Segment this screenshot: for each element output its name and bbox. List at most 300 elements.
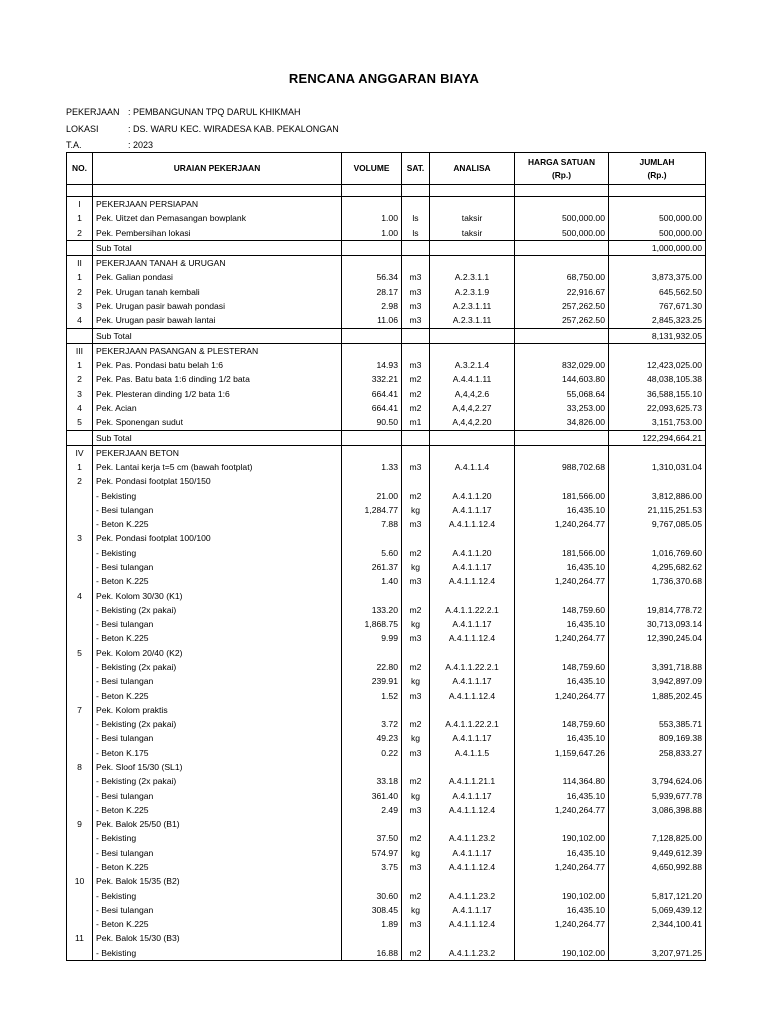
cell-jumlah: 19,814,778.72 [609, 603, 706, 617]
cell-uraian: Pek. Pas. Batu bata 1:6 dinding 1/2 bata [93, 372, 342, 386]
cell-no: 4 [67, 401, 93, 415]
cell-harga: 33,253.00 [515, 401, 609, 415]
table-row [67, 931, 706, 945]
cell-sat [402, 474, 430, 488]
table-row [67, 503, 706, 517]
cell-harga: 1,159,647.26 [515, 746, 609, 760]
cell-harga: 988,702.68 [515, 460, 609, 474]
cell-uraian: Pek. Lantai kerja t=5 cm (bawah footplat) [93, 460, 342, 474]
cell-harga: 500,000.00 [515, 226, 609, 241]
cell-harga: 144,603.80 [515, 372, 609, 386]
cell-analisa [430, 589, 515, 603]
table-row [67, 531, 706, 545]
cell-analisa [430, 703, 515, 717]
col-header-jumlah-unit: (Rp.) [647, 169, 667, 180]
cell-volume: 14.93 [342, 358, 402, 372]
cell-uraian: - Bekisting [93, 546, 342, 560]
cell-harga: 1,240,264.77 [515, 917, 609, 931]
cell-analisa: A.4.1.1.20 [430, 546, 515, 560]
cell-harga: 148,759.60 [515, 603, 609, 617]
cell-volume [342, 589, 402, 603]
cell-no [67, 717, 93, 731]
table-row [67, 517, 706, 531]
cell-no [67, 774, 93, 788]
year-value: : 2023 [128, 140, 154, 150]
cell-no: II [67, 256, 93, 271]
cell-analisa [430, 445, 515, 460]
cell-analisa [430, 256, 515, 271]
cell-jumlah: 3,086,398.88 [609, 803, 706, 817]
table-row [67, 226, 706, 241]
cell-volume [342, 646, 402, 660]
cell-uraian: - Besi tulangan [93, 503, 342, 517]
cell-volume: 1,284.77 [342, 503, 402, 517]
cell-harga [515, 817, 609, 831]
cell-no: 2 [67, 474, 93, 488]
cell-harga [515, 531, 609, 545]
cell-analisa [430, 343, 515, 358]
cell-harga: 68,750.00 [515, 270, 609, 284]
cell-analisa [430, 874, 515, 888]
table-row [67, 889, 706, 903]
cell-volume [342, 197, 402, 212]
cell-harga: 16,435.10 [515, 731, 609, 745]
cell-jumlah: 36,588,155.10 [609, 387, 706, 401]
cell-sat: kg [402, 846, 430, 860]
cell-analisa: A.4.1.1.17 [430, 503, 515, 517]
cell-jumlah: 12,423,025.00 [609, 358, 706, 372]
cell-analisa [430, 817, 515, 831]
table-row [67, 746, 706, 760]
cell-no: 8 [67, 760, 93, 774]
cell-no: 7 [67, 703, 93, 717]
table-row [67, 285, 706, 299]
cell-sat: ls [402, 226, 430, 241]
cell-volume: 11.06 [342, 313, 402, 328]
cell-no: 1 [67, 460, 93, 474]
col-header-volume: VOLUME [342, 153, 402, 185]
cell-uraian: - Besi tulangan [93, 617, 342, 631]
col-header-analisa: ANALISA [430, 153, 515, 185]
cell-uraian: - Bekisting (2x pakai) [93, 660, 342, 674]
cell-no [67, 674, 93, 688]
cell-no: 1 [67, 270, 93, 284]
cell-harga: 190,102.00 [515, 889, 609, 903]
cell-uraian: - Besi tulangan [93, 903, 342, 917]
cell-jumlah: 8,131,932.05 [609, 328, 706, 343]
cell-sat: m3 [402, 803, 430, 817]
cell-jumlah: 1,736,370.68 [609, 574, 706, 588]
cell-jumlah [609, 817, 706, 831]
cell-analisa [430, 474, 515, 488]
table-row [67, 631, 706, 645]
cell-jumlah: 767,671.30 [609, 299, 706, 313]
table-row [67, 445, 706, 460]
table-row [67, 401, 706, 415]
cell-analisa [430, 197, 515, 212]
cell-uraian: - Beton K.225 [93, 689, 342, 703]
cell-uraian: Pek. Balok 15/30 (B3) [93, 931, 342, 945]
cell-uraian: - Beton K.225 [93, 574, 342, 588]
cell-jumlah: 21,115,251.53 [609, 503, 706, 517]
cell-harga: 55,068.64 [515, 387, 609, 401]
cell-uraian: Pek. Urugan pasir bawah pondasi [93, 299, 342, 313]
cell-uraian: Pek. Kolom praktis [93, 703, 342, 717]
cell-uraian: - Besi tulangan [93, 846, 342, 860]
cell-volume [342, 531, 402, 545]
cell-volume: 0.22 [342, 746, 402, 760]
cell-harga: 16,435.10 [515, 846, 609, 860]
cell-uraian: - Bekisting [93, 946, 342, 961]
cell-no [67, 689, 93, 703]
cell-analisa: A.4.1.1.17 [430, 731, 515, 745]
cell-volume [342, 474, 402, 488]
cell-jumlah: 122,294,664.21 [609, 430, 706, 445]
cell-harga [515, 703, 609, 717]
cell-harga: 832,029.00 [515, 358, 609, 372]
cell-analisa: A.4.1.1.17 [430, 846, 515, 860]
cell-volume: 56.34 [342, 270, 402, 284]
table-row [67, 903, 706, 917]
cell-no: 2 [67, 372, 93, 386]
cell-harga: 190,102.00 [515, 831, 609, 845]
table-row [67, 674, 706, 688]
cell-volume: 1,868.75 [342, 617, 402, 631]
cell-volume: 90.50 [342, 415, 402, 430]
cell-volume: 9.99 [342, 631, 402, 645]
cell-jumlah: 3,794,624.06 [609, 774, 706, 788]
cell-analisa: A.4.1.1.22.2.1 [430, 660, 515, 674]
cell-volume [342, 430, 402, 445]
cell-jumlah: 3,391,718.88 [609, 660, 706, 674]
cell-analisa: A.4.1.1.22.2.1 [430, 603, 515, 617]
table-row [67, 560, 706, 574]
cell-volume: 239.91 [342, 674, 402, 688]
cell-volume: 308.45 [342, 903, 402, 917]
cell-jumlah: 3,207,971.25 [609, 946, 706, 961]
cell-analisa: A,4,4,2.6 [430, 387, 515, 401]
table-header [67, 153, 706, 185]
cell-harga: 34,826.00 [515, 415, 609, 430]
cell-uraian: Pek. Acian [93, 401, 342, 415]
project-value: : PEMBANGUNAN TPQ DARUL KHIKMAH [128, 107, 301, 117]
table-row [67, 946, 706, 961]
cell-no [67, 917, 93, 931]
cell-analisa: A.4.1.1.23.2 [430, 889, 515, 903]
cell-uraian: - Bekisting [93, 889, 342, 903]
table-row [67, 831, 706, 845]
cell-uraian: - Beton K.225 [93, 917, 342, 931]
table-row [67, 717, 706, 731]
cell-analisa: A.2.3.1.9 [430, 285, 515, 299]
cell-no: III [67, 343, 93, 358]
cell-harga [515, 445, 609, 460]
cell-analisa: A.4.1.1.12.4 [430, 803, 515, 817]
cell-harga: 16,435.10 [515, 560, 609, 574]
cell-analisa: A.2.3.1.11 [430, 299, 515, 313]
cell-analisa [430, 931, 515, 945]
cell-uraian: Pek. Balok 25/50 (B1) [93, 817, 342, 831]
cell-volume: 574.97 [342, 846, 402, 860]
cell-no: 3 [67, 531, 93, 545]
table-row [67, 328, 706, 343]
col-header-harga-unit: (Rp.) [551, 169, 572, 180]
cell-uraian: - Bekisting [93, 489, 342, 503]
cell-jumlah: 9,767,085.05 [609, 517, 706, 531]
cell-uraian: - Beton K.225 [93, 803, 342, 817]
cell-sat: m3 [402, 299, 430, 313]
cell-harga [515, 874, 609, 888]
cell-harga: 22,916.67 [515, 285, 609, 299]
table-row [67, 803, 706, 817]
cell-jumlah: 1,000,000.00 [609, 240, 706, 255]
table-row [67, 703, 706, 717]
cell-sat: m3 [402, 860, 430, 874]
table-row [67, 917, 706, 931]
cell-uraian: - Beton K.225 [93, 860, 342, 874]
cell-analisa: A.4.1.1.17 [430, 789, 515, 803]
cell-jumlah [609, 589, 706, 603]
col-header-harga-label: HARGA SATUAN [528, 156, 595, 167]
table-row [67, 817, 706, 831]
table-row [67, 474, 706, 488]
cell-analisa: A.2.3.1.1 [430, 270, 515, 284]
cell-uraian: - Bekisting (2x pakai) [93, 774, 342, 788]
project-info-row [66, 121, 339, 138]
cell-harga [515, 760, 609, 774]
cell-sat [402, 703, 430, 717]
cell-jumlah [609, 931, 706, 945]
cell-sat [402, 874, 430, 888]
cell-jumlah [609, 343, 706, 358]
project-info-row [66, 104, 339, 121]
cell-sat: m3 [402, 631, 430, 645]
cell-sat [402, 760, 430, 774]
table-row [67, 460, 706, 474]
table-row [67, 358, 706, 372]
cell-jumlah: 7,128,825.00 [609, 831, 706, 845]
cell-no: 5 [67, 415, 93, 430]
cell-no [67, 631, 93, 645]
cell-volume: 1.52 [342, 689, 402, 703]
cell-sat: kg [402, 560, 430, 574]
table-row [67, 646, 706, 660]
cell-uraian: Pek. Uitzet dan Pemasangan bowplank [93, 211, 342, 225]
cell-no [67, 731, 93, 745]
cell-uraian: Pek. Sponengan sudut [93, 415, 342, 430]
table-body [67, 185, 706, 961]
cell-no: I [67, 197, 93, 212]
cell-volume [342, 703, 402, 717]
cell-harga [515, 197, 609, 212]
col-header-sat: SAT. [402, 153, 430, 185]
cell-jumlah: 258,833.27 [609, 746, 706, 760]
cell-no [67, 889, 93, 903]
cell-sat: m3 [402, 460, 430, 474]
cell-jumlah: 3,812,886.00 [609, 489, 706, 503]
cell-sat: m2 [402, 717, 430, 731]
cell-volume: 22.80 [342, 660, 402, 674]
cell-volume: 37.50 [342, 831, 402, 845]
cell-volume [342, 931, 402, 945]
cell-volume: 133.20 [342, 603, 402, 617]
cell-sat: m2 [402, 889, 430, 903]
cell-no: 10 [67, 874, 93, 888]
cell-sat [402, 531, 430, 545]
cell-sat: m1 [402, 415, 430, 430]
cell-no [67, 746, 93, 760]
cell-analisa: A,4,4,2.27 [430, 401, 515, 415]
cell-uraian: Pek. Pondasi footplat 100/100 [93, 531, 342, 545]
cell-jumlah: 22,093,625.73 [609, 401, 706, 415]
cell-no [67, 503, 93, 517]
cell-jumlah: 48,038,105.38 [609, 372, 706, 386]
cell-uraian: - Beton K.225 [93, 631, 342, 645]
cell-jumlah: 5,817,121.20 [609, 889, 706, 903]
cell-analisa: A.4.1.1.12.4 [430, 917, 515, 931]
cell-no: 3 [67, 387, 93, 401]
cell-jumlah: 809,169.38 [609, 731, 706, 745]
cell-sat: kg [402, 617, 430, 631]
cell-no: 3 [67, 299, 93, 313]
cell-volume: 1.40 [342, 574, 402, 588]
cell-sat [402, 343, 430, 358]
cell-harga: 1,240,264.77 [515, 517, 609, 531]
cell-sat: m3 [402, 917, 430, 931]
cell-no [67, 603, 93, 617]
cell-analisa [430, 646, 515, 660]
cell-volume: 1.89 [342, 917, 402, 931]
table-row [67, 299, 706, 313]
cell-jumlah [609, 197, 706, 212]
cell-analisa: A.4.1.1.23.2 [430, 831, 515, 845]
cell-sat: m3 [402, 517, 430, 531]
cell-sat: kg [402, 903, 430, 917]
cell-jumlah: 500,000.00 [609, 211, 706, 225]
cell-analisa [430, 760, 515, 774]
cell-no: 4 [67, 313, 93, 328]
cell-volume [342, 240, 402, 255]
cell-jumlah: 2,344,100.41 [609, 917, 706, 931]
table-row [67, 774, 706, 788]
cell-no [67, 560, 93, 574]
cell-uraian: Pek. Sloof 15/30 (SL1) [93, 760, 342, 774]
cell-sat: m2 [402, 831, 430, 845]
cell-volume [342, 256, 402, 271]
cell-volume: 33.18 [342, 774, 402, 788]
table-row [67, 415, 706, 430]
cell-jumlah [609, 646, 706, 660]
cell-volume [342, 343, 402, 358]
cell-volume: 49.23 [342, 731, 402, 745]
cell-harga [515, 256, 609, 271]
cell-no: 2 [67, 285, 93, 299]
cell-no [67, 489, 93, 503]
cell-analisa: A.4.1.1.17 [430, 617, 515, 631]
cell-no: 11 [67, 931, 93, 945]
cell-uraian: Pek. Pembersihan lokasi [93, 226, 342, 241]
cell-sat: m2 [402, 401, 430, 415]
cell-no: 9 [67, 817, 93, 831]
location-value: : DS. WARU KEC. WIRADESA KAB. PEKALONGAN [128, 123, 339, 134]
cell-uraian: - Bekisting (2x pakai) [93, 603, 342, 617]
cell-sat: m3 [402, 285, 430, 299]
cell-volume: 3.72 [342, 717, 402, 731]
cell-volume [342, 445, 402, 460]
cell-jumlah: 12,390,245.04 [609, 631, 706, 645]
table-row [67, 846, 706, 860]
cell-uraian: Pek. Plesteran dinding 1/2 bata 1:6 [93, 387, 342, 401]
cell-no [67, 546, 93, 560]
table-row [67, 574, 706, 588]
cell-jumlah: 30,713,093.14 [609, 617, 706, 631]
cell-volume: 664.41 [342, 401, 402, 415]
cell-volume: 2.98 [342, 299, 402, 313]
location-label: LOKASI [66, 123, 99, 134]
cell-volume: 5.60 [342, 546, 402, 560]
cell-harga [515, 328, 609, 343]
cell-volume [342, 760, 402, 774]
cell-harga: 1,240,264.77 [515, 574, 609, 588]
col-header-jumlah-label: JUMLAH [639, 156, 675, 167]
cell-no [67, 328, 93, 343]
cell-no: 2 [67, 226, 93, 241]
cell-harga: 16,435.10 [515, 617, 609, 631]
cell-uraian: - Besi tulangan [93, 674, 342, 688]
cell-no [67, 430, 93, 445]
cell-jumlah [609, 474, 706, 488]
cell-jumlah: 3,942,897.09 [609, 674, 706, 688]
project-label: PEKERJAAN [66, 107, 120, 117]
cell-harga: 1,240,264.77 [515, 631, 609, 645]
cell-uraian: PEKERJAAN PASANGAN & PLESTERAN [93, 343, 342, 358]
cell-harga [515, 589, 609, 603]
cell-volume: 1.00 [342, 211, 402, 225]
col-header-uraian: URAIAN PEKERJAAN [93, 153, 342, 185]
cell-uraian: - Bekisting [93, 831, 342, 845]
table-row [67, 874, 706, 888]
cell-jumlah: 500,000.00 [609, 226, 706, 241]
cell-uraian: - Beton K.225 [93, 517, 342, 531]
cell-analisa: taksir [430, 226, 515, 241]
cell-analisa: A.4.1.1.4 [430, 460, 515, 474]
table-row [67, 603, 706, 617]
cell-sat: m3 [402, 746, 430, 760]
cell-jumlah [609, 874, 706, 888]
cell-sat [402, 445, 430, 460]
cell-jumlah: 5,939,677.78 [609, 789, 706, 803]
cell-volume: 21.00 [342, 489, 402, 503]
cell-harga [515, 430, 609, 445]
cell-analisa: A.4.1.1.12.4 [430, 860, 515, 874]
cell-uraian: Sub Total [93, 328, 342, 343]
cell-jumlah: 645,562.50 [609, 285, 706, 299]
cell-jumlah: 553,385.71 [609, 717, 706, 731]
cell-no [67, 860, 93, 874]
table-row [67, 546, 706, 560]
cell-no [67, 803, 93, 817]
cell-harga [515, 931, 609, 945]
cell-sat: m2 [402, 372, 430, 386]
cell-harga [515, 343, 609, 358]
cell-uraian: - Bekisting (2x pakai) [93, 717, 342, 731]
cell-uraian: PEKERJAAN TANAH & URUGAN [93, 256, 342, 271]
cell-jumlah: 2,845,323.25 [609, 313, 706, 328]
table-row [67, 860, 706, 874]
cell-harga: 190,102.00 [515, 946, 609, 961]
cell-harga [515, 240, 609, 255]
col-header-no: NO. [67, 153, 93, 185]
